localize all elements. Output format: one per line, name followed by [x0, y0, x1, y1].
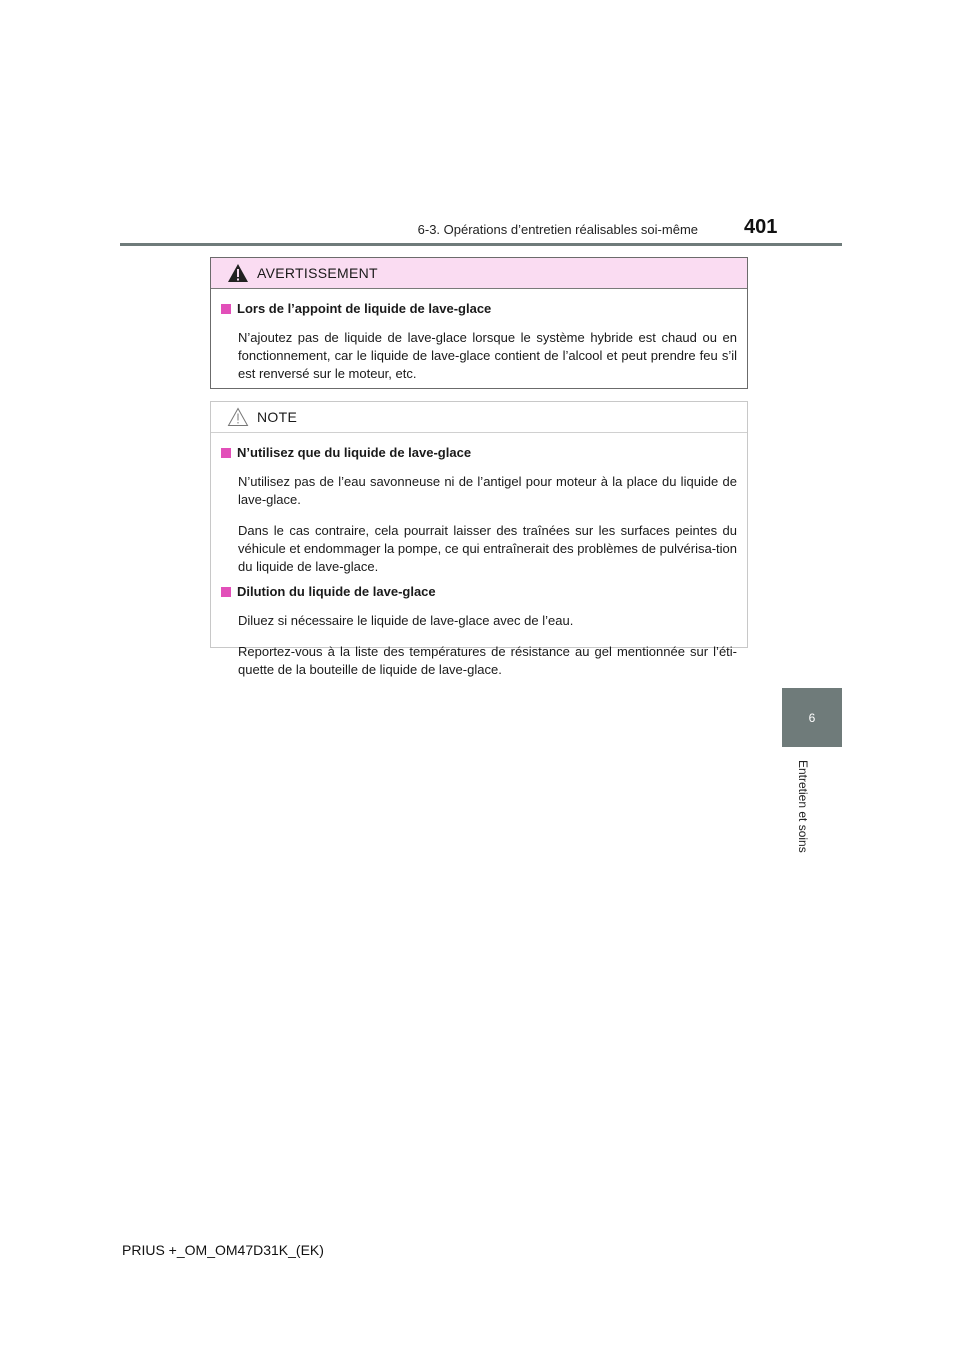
note-item-text: Diluez si nécessaire le liquide de lave-glace avec de l’eau. [238, 613, 574, 628]
warning-item [221, 301, 737, 383]
note-item-text: Dans le cas contraire, cela pourrait laisser des traînées sur les surfaces peintes du véhicule et endommager la pompe, ce qui entraînerait des problèmes de pulvérisa-tion du liquide de lave-glace. [238, 523, 737, 574]
caution-triangle-icon [227, 407, 249, 427]
page-header [0, 0, 960, 250]
warning-item-text: N’ajoutez pas de liquide de lave-glace lorsque le système hybride est chaud ou en fonctionnement, car le liquide de lave-glace contient de l’alcool et peut prendre feu s’il est renversé sur le moteur, etc. [238, 330, 737, 381]
note-item [221, 445, 737, 576]
note-item-heading [221, 584, 737, 599]
warning-triangle-icon [227, 263, 249, 283]
chapter-number: 6 [808, 710, 816, 725]
chapter-title: Entretien et soins [796, 760, 810, 853]
note-item-text: Reportez-vous à la liste des températures de résistance au gel mentionnée sur l’éti-quette de la bouteille de liquide de lave-glace. [238, 644, 737, 677]
warning-item-heading-text: Lors de l’appoint de liquide de lave-glace [237, 301, 492, 316]
chapter-tab [782, 688, 842, 747]
note-item [221, 584, 737, 679]
document-code: PRIUS +_OM_OM47D31K_(EK) [122, 1242, 324, 1258]
bullet-square-icon [221, 304, 231, 314]
note-box [210, 401, 748, 677]
bullet-square-icon [221, 448, 231, 458]
warning-box [210, 257, 748, 389]
note-body [211, 433, 747, 679]
note-item-heading-text: Dilution du liquide de lave-glace [237, 584, 436, 599]
warning-title: AVERTISSEMENT [257, 265, 378, 281]
section-title: 6-3. Opérations d’entretien réalisables soi-même [417, 222, 698, 237]
bullet-square-icon [221, 587, 231, 597]
note-header [211, 402, 747, 433]
note-item-heading [221, 445, 737, 460]
note-item-text: N’utilisez pas de l’eau savonneuse ni de l’antigel pour moteur à la place du liquide de lave-glace. [238, 474, 737, 507]
note-item-heading-text: N’utilisez que du liquide de lave-glace [237, 445, 472, 460]
warning-body [211, 289, 747, 383]
note-title: NOTE [257, 409, 298, 425]
warning-item-heading [221, 301, 737, 316]
header-rule [120, 243, 842, 246]
page-number: 401 [744, 216, 778, 238]
warning-header [211, 258, 747, 289]
